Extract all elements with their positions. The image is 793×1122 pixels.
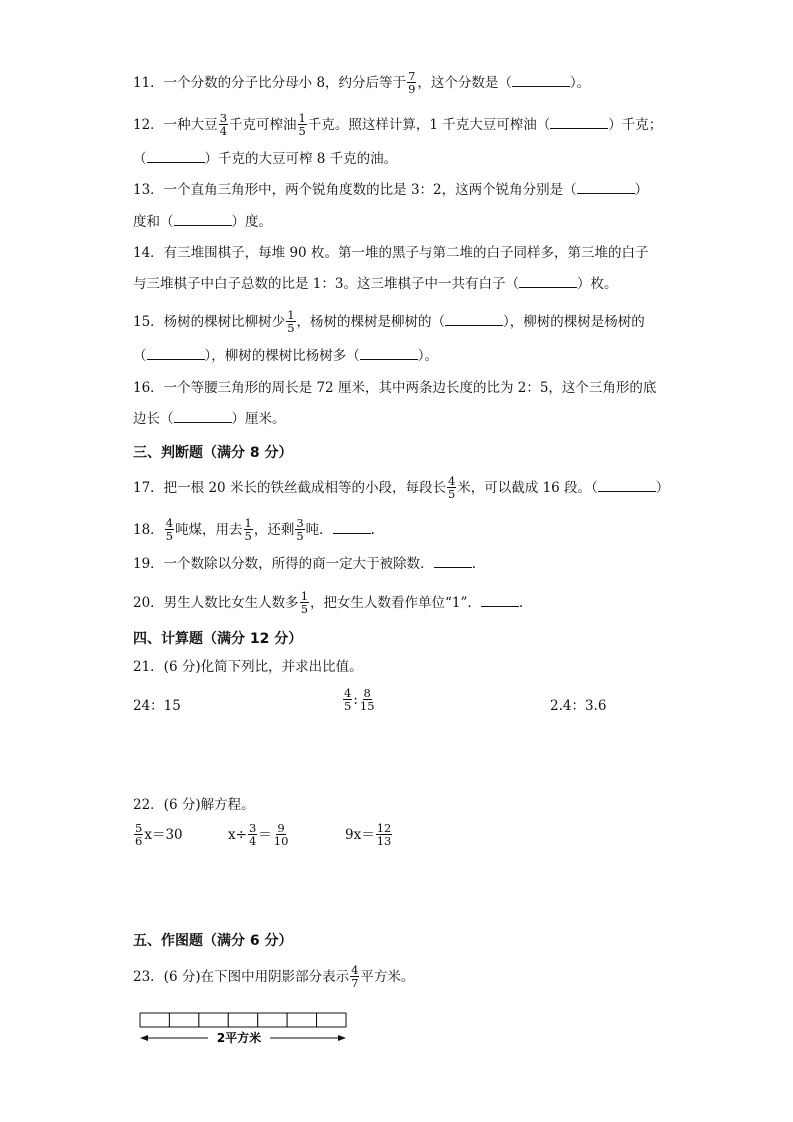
question-14-line2: 与三堆棋子中白子总数的比是 1：3。这三堆棋子中一共有白子（ ）枚。 xyxy=(133,276,618,292)
answer-blank[interactable] xyxy=(333,521,371,534)
q22-equation-1: $\frac{5}{6}$ x＝30 xyxy=(135,821,183,848)
answer-blank[interactable] xyxy=(519,275,577,288)
section-heading: 五、作图题（满分 6 分） xyxy=(133,933,293,949)
diagram-cell[interactable] xyxy=(287,1013,316,1027)
fraction: $\frac{4}{5}$ xyxy=(165,516,174,543)
question-16-line2: 边长（ ）厘米。 xyxy=(133,411,286,427)
diagram-cell[interactable] xyxy=(317,1013,346,1027)
arrow-left-icon xyxy=(140,1035,148,1041)
fraction: $\frac{3}{5}$ xyxy=(296,516,304,543)
q22-equation-2: x÷ $\frac{3}{4}$ ＝ $\frac{9}{10}$ xyxy=(228,821,289,848)
diagram-cell[interactable] xyxy=(228,1013,257,1027)
question-21-title: 21．(6 分)化简下列比，并求出比值。 xyxy=(133,659,363,675)
arrow-right-icon xyxy=(338,1035,346,1041)
answer-blank[interactable] xyxy=(512,74,570,87)
answer-blank[interactable] xyxy=(174,410,232,423)
fraction: $\frac{7}{9}$ xyxy=(408,69,416,96)
question-11: 11．一个分数的分子比分母小 8，约分后等于 $\frac{7}{9}$ ，这个分数是（ ）。 xyxy=(133,69,591,96)
question-13-line1: 13．一个直角三角形中，两个锐角度数的比是 3：2，这两个锐角分别是（ ） xyxy=(133,182,649,198)
q21-expression-3: 2.4：3.6 xyxy=(550,698,607,714)
diagram-cell[interactable] xyxy=(199,1013,228,1027)
question-12-line1: 12．一种大豆 $\frac{3}{4}$ 千克可榨油 $\frac{1}{5}$ 千克。照这样计算，1 千克大豆可榨油（ ）千克； xyxy=(133,111,663,138)
answer-blank[interactable] xyxy=(598,479,656,492)
q21-expression-1: 24：15 xyxy=(133,698,181,714)
fraction: $\frac{1}{5}$ xyxy=(298,111,306,138)
question-15-line1: 15．杨树的棵树比柳树少 $\frac{1}{5}$ ，杨树的棵树是柳树的（ ），柳树的棵树是杨树的 xyxy=(133,308,645,335)
question-13-line2: 度和（ ）度。 xyxy=(133,214,272,230)
q22-equation-3: 9x＝ $\frac{12}{13}$ xyxy=(345,821,392,848)
fraction: $\frac{4}{5}$ xyxy=(447,474,456,501)
answer-blank[interactable] xyxy=(147,150,205,163)
q21-expression-2: $\frac{4}{5}$ : $\frac{8}{15}$ xyxy=(344,686,375,713)
diagram-label: 2平方米 xyxy=(216,1031,262,1045)
answer-blank[interactable] xyxy=(174,213,232,226)
area-diagram xyxy=(138,1009,350,1049)
diagram-cell[interactable] xyxy=(258,1013,287,1027)
answer-blank[interactable] xyxy=(360,347,418,360)
question-20: 20．男生人数比女生人数多 $\frac{1}{5}$ ，把女生人数看作单位“1”． . xyxy=(133,589,524,616)
fraction: $\frac{4}{7}$ xyxy=(351,963,359,990)
question-19: 19．一个数除以分数，所得的商一定大于被除数． . xyxy=(133,556,476,572)
section-heading: 三、判断题（满分 8 分） xyxy=(133,445,293,461)
answer-blank[interactable] xyxy=(550,116,608,129)
fraction: $\frac{1}{5}$ xyxy=(287,308,295,335)
diagram-cells[interactable] xyxy=(140,1013,346,1027)
answer-blank[interactable] xyxy=(445,313,503,326)
question-14-line1: 14．有三堆围棋子，每堆 90 枚。第一堆的黑子与第二堆的白子同样多，第三堆的白子 xyxy=(133,245,649,261)
answer-blank[interactable] xyxy=(481,594,519,607)
fraction: $\frac{1}{5}$ xyxy=(300,589,309,616)
question-12-line2: （ ）千克的大豆可榨 8 千克的油。 xyxy=(133,151,398,167)
question-23: 23．(6 分)在下图中用阴影部分表示 $\frac{4}{7}$ 平方米。 xyxy=(133,963,415,990)
question-17: 17．把一根 20 米长的铁丝截成相等的小段，每段长 $\frac{4}{5}$ 米，可以截成 16 段。（ ） xyxy=(133,474,670,501)
question-22-title: 22．(6 分)解方程。 xyxy=(133,797,255,813)
answer-blank[interactable] xyxy=(434,555,472,568)
question-15-line2: （ ），柳树的棵树比杨树多（ ）。 xyxy=(133,348,438,364)
section-heading: 四、计算题（满分 12 分） xyxy=(133,631,303,647)
diagram-cell[interactable] xyxy=(140,1013,169,1027)
diagram-cell[interactable] xyxy=(169,1013,198,1027)
question-18: 18． $\frac{4}{5}$ 吨煤，用去 $\frac{1}{5}$ ，还剩 $\frac{3}{5}$ 吨． . xyxy=(133,516,375,543)
fraction: $\frac{1}{5}$ xyxy=(244,516,252,543)
fraction: $\frac{3}{4}$ xyxy=(219,111,228,138)
answer-blank[interactable] xyxy=(147,347,205,360)
q11-text: 11．一个分数的分子比分母小 8，约分后等于 xyxy=(133,75,407,91)
question-16-line1: 16．一个等腰三角形的周长是 72 厘米，其中两条边长度的比为 2：5，这个三角形的底 xyxy=(133,380,657,396)
answer-blank[interactable] xyxy=(577,181,635,194)
